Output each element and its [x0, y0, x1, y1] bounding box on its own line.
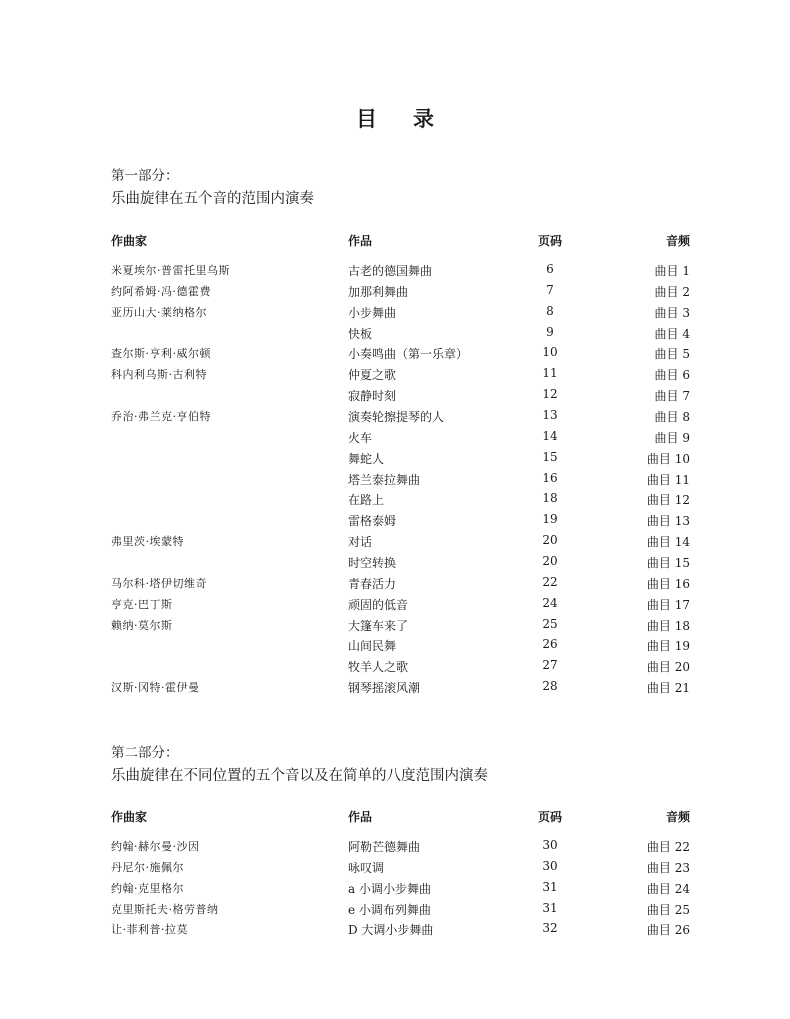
- work-cell: D 大调小步舞曲: [348, 923, 434, 938]
- work-cell: 古老的德国舞曲: [348, 264, 433, 278]
- work-cell: 对话: [348, 535, 373, 549]
- work-cell: 火车: [348, 430, 373, 445]
- audio-track-cell: 曲目 14: [646, 535, 690, 549]
- page-number-cell: 18: [542, 491, 558, 506]
- work-cell: 小奏鸣曲（第一乐章）: [348, 347, 469, 362]
- work-cell: 加那利舞曲: [348, 284, 409, 299]
- audio-track-cell: 曲目 19: [646, 639, 690, 654]
- composer-cell: 汉斯·冈特·霍伊曼: [111, 681, 200, 694]
- page-number-cell: 28: [542, 679, 558, 693]
- audio-track-cell: 曲目 16: [646, 576, 690, 591]
- work-cell: 钢琴摇滚风潮: [348, 681, 421, 695]
- audio-track-cell: 曲目 10: [646, 451, 690, 466]
- audio-track-cell: 曲目 13: [646, 514, 690, 529]
- page-number-cell: 9: [546, 324, 554, 339]
- table-row: [0, 575, 790, 596]
- page-number-cell: 8: [546, 303, 554, 318]
- composer-cell: 亚历山大·莱纳格尔: [111, 305, 207, 319]
- page-number-cell: 16: [542, 470, 558, 485]
- page-number-cell: 27: [542, 658, 558, 673]
- work-cell: 牧羊人之歌: [348, 660, 409, 675]
- work-cell: 顽固的低音: [348, 597, 409, 612]
- audio-track-cell: 曲目 11: [646, 472, 690, 487]
- audio-track-cell: 曲目 18: [646, 618, 690, 633]
- composer-cell: 克里斯托夫·格劳普纳: [111, 902, 219, 916]
- audio-track-cell: 曲目 22: [646, 840, 690, 854]
- composer-cell: 约翰·克里格尔: [111, 881, 184, 895]
- table-row: [0, 408, 790, 429]
- part-label: 第二部分：: [111, 745, 179, 761]
- table-row: [0, 533, 790, 554]
- work-cell: 青春活力: [348, 576, 397, 591]
- part-description: 乐曲旋律在五个音的范围内演奏: [111, 191, 314, 207]
- page-title-char: 录: [413, 106, 434, 131]
- audio-track-cell: 曲目 3: [654, 305, 690, 320]
- composer-cell: 亨克·巴丁斯: [111, 597, 173, 611]
- table-row: [0, 679, 790, 700]
- page-number-cell: 24: [542, 595, 558, 610]
- page-number-cell: 12: [542, 387, 558, 402]
- page-number-cell: 30: [542, 838, 558, 852]
- audio-track-cell: 曲目 2: [654, 284, 690, 299]
- page-number-cell: 20: [542, 533, 558, 547]
- page-number-cell: 32: [542, 921, 558, 936]
- part-label: 第一部分：: [111, 168, 179, 184]
- work-cell: 塔兰泰拉舞曲: [348, 472, 421, 487]
- work-cell: 阿勒芒德舞曲: [348, 840, 421, 854]
- header-work: 作品: [348, 810, 373, 824]
- work-cell: a 小调小步舞曲: [348, 881, 431, 896]
- table-row: [0, 596, 790, 617]
- page-number-cell: 25: [542, 616, 558, 631]
- audio-track-cell: 曲目 20: [646, 660, 690, 675]
- work-cell: 雷格泰姆: [348, 514, 397, 529]
- composer-cell: 马尔科·塔伊切维奇: [111, 576, 207, 590]
- audio-track-cell: 曲目 25: [646, 902, 690, 917]
- table-row: [0, 637, 790, 658]
- part-description: 乐曲旋律在不同位置的五个音以及在简单的八度范围内演奏: [111, 768, 488, 784]
- page-number-cell: 30: [542, 858, 558, 873]
- table-row: [0, 512, 790, 533]
- composer-cell: 乔治·弗兰克·亨伯特: [111, 410, 211, 423]
- work-cell: 大篷车来了: [348, 618, 409, 633]
- audio-track-cell: 曲目 24: [646, 881, 690, 896]
- page-number-cell: 22: [542, 574, 558, 589]
- audio-track-cell: 曲目 15: [646, 555, 690, 570]
- table-row: [0, 838, 790, 859]
- table-row: [0, 387, 790, 408]
- work-cell: 咏叹调: [348, 860, 385, 875]
- table-row: [0, 658, 790, 679]
- composer-cell: 丹尼尔·施佩尔: [111, 860, 184, 874]
- audio-track-cell: 曲目 12: [646, 493, 690, 508]
- table-row: [0, 859, 790, 880]
- table-row: [0, 617, 790, 638]
- table-row: [0, 450, 790, 471]
- work-cell: e 小调布列舞曲: [348, 902, 431, 917]
- work-cell: 小步舞曲: [348, 305, 397, 320]
- work-cell: 仲夏之歌: [348, 368, 397, 383]
- page-number-cell: 31: [542, 879, 558, 894]
- work-cell: 时空转换: [348, 555, 397, 570]
- table-row: [0, 304, 790, 325]
- audio-track-cell: 曲目 7: [654, 389, 690, 404]
- page-number-cell: 19: [542, 512, 558, 527]
- work-cell: 在路上: [348, 493, 385, 508]
- table-row: [0, 901, 790, 922]
- table-row: [0, 429, 790, 450]
- table-row: [0, 262, 790, 283]
- page-number-cell: 15: [542, 449, 558, 464]
- audio-track-cell: 曲目 23: [646, 860, 690, 875]
- audio-track-cell: 曲目 8: [654, 410, 690, 424]
- page-title-char: 目: [356, 106, 377, 131]
- composer-cell: 让·菲利普·拉莫: [111, 923, 188, 937]
- header-page: 页码: [537, 234, 562, 248]
- composer-cell: 科内利乌斯·古利特: [111, 368, 207, 382]
- table-row: [0, 880, 790, 901]
- composer-cell: 查尔斯·亨利·威尔顿: [111, 347, 211, 361]
- page-number-cell: 13: [542, 408, 558, 422]
- page-number-cell: 7: [546, 282, 554, 297]
- header-audio: 音频: [665, 810, 690, 824]
- page-number-cell: 10: [542, 345, 558, 360]
- work-cell: 演奏轮擦提琴的人: [348, 410, 445, 424]
- page-number-cell: 6: [546, 262, 554, 276]
- composer-cell: 约翰·赫尔曼·沙因: [111, 840, 200, 853]
- composer-cell: 弗里茨·埃蒙特: [111, 535, 184, 548]
- table-row: [0, 325, 790, 346]
- header-composer: 作曲家: [111, 234, 148, 248]
- page-number-cell: 31: [542, 900, 558, 915]
- header-composer: 作曲家: [111, 810, 148, 824]
- header-audio: 音频: [665, 234, 690, 248]
- page-number-cell: 11: [542, 366, 558, 381]
- page-title: [0, 103, 790, 133]
- work-cell: 舞蛇人: [348, 451, 385, 466]
- page-number-cell: 14: [542, 428, 558, 443]
- audio-track-cell: 曲目 26: [646, 923, 690, 938]
- audio-track-cell: 曲目 1: [654, 264, 690, 278]
- table-row: [0, 283, 790, 304]
- table-row: [0, 554, 790, 575]
- audio-track-cell: 曲目 4: [654, 326, 690, 341]
- table-row: [0, 345, 790, 366]
- table-row: [0, 471, 790, 492]
- header-page: 页码: [537, 810, 562, 824]
- table-row: [0, 491, 790, 512]
- audio-track-cell: 曲目 21: [646, 681, 690, 695]
- header-work: 作品: [348, 234, 373, 248]
- work-cell: 寂静时刻: [348, 389, 397, 404]
- work-cell: 山间民舞: [348, 639, 397, 654]
- audio-track-cell: 曲目 17: [646, 597, 690, 612]
- composer-cell: 赖纳·莫尔斯: [111, 618, 173, 632]
- audio-track-cell: 曲目 6: [654, 368, 690, 383]
- table-row: [0, 366, 790, 387]
- composer-cell: 约阿希姆·冯·德霍费: [111, 284, 211, 298]
- table-row: [0, 921, 790, 942]
- page-number-cell: 20: [542, 553, 558, 568]
- audio-track-cell: 曲目 9: [654, 430, 690, 445]
- work-cell: 快板: [348, 326, 373, 341]
- page-number-cell: 26: [542, 637, 558, 652]
- audio-track-cell: 曲目 5: [654, 347, 690, 362]
- composer-cell: 米夏埃尔·普雷托里乌斯: [111, 264, 230, 277]
